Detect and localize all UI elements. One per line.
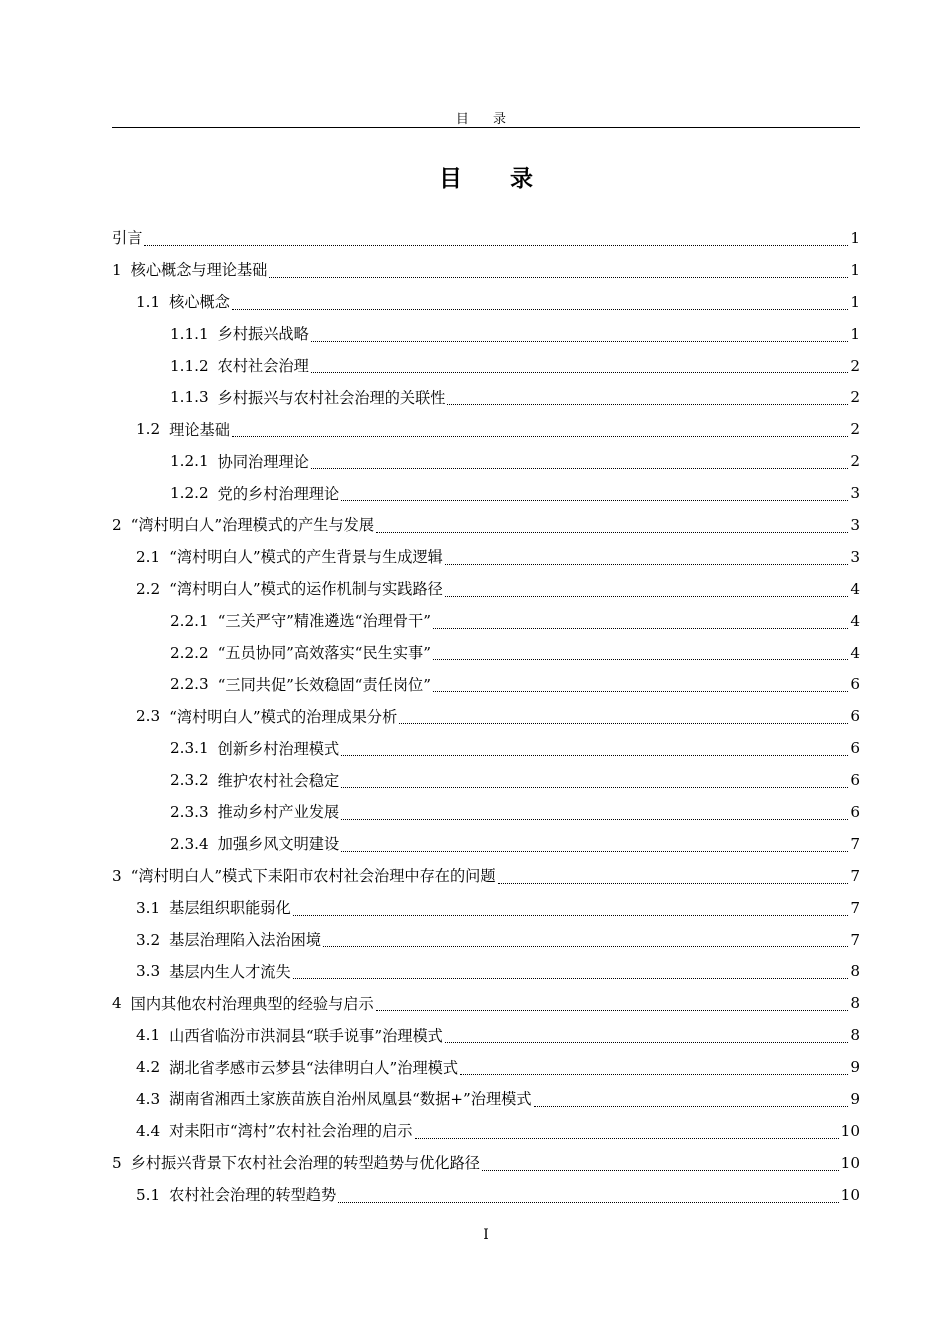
toc-entry[interactable] xyxy=(112,605,860,637)
toc-entry-number: 2 xyxy=(112,515,122,534)
toc-entry[interactable] xyxy=(112,732,860,764)
toc-dot-leader xyxy=(144,244,848,246)
toc-entry-title: “湾村明白人”模式的产生背景与生成逻辑 xyxy=(169,548,443,567)
toc-dot-leader xyxy=(460,1073,848,1075)
toc-dot-leader xyxy=(433,658,848,660)
toc-entry-page: 1 xyxy=(850,228,860,247)
toc-entry[interactable] xyxy=(112,1051,860,1083)
toc-entry-number: 1.1 xyxy=(136,292,161,311)
toc-entry-title: 农村社会治理的转型趋势 xyxy=(169,1186,337,1205)
toc-entry-page: 2 xyxy=(850,388,860,407)
toc-entry[interactable] xyxy=(112,924,860,956)
toc-dot-leader xyxy=(232,435,848,437)
toc-entry-title: 党的乡村治理理论 xyxy=(217,484,340,503)
toc-entry-page: 7 xyxy=(850,898,860,917)
toc-entry[interactable] xyxy=(112,700,860,732)
toc-entry-number: 2.3 xyxy=(136,707,161,726)
toc-dot-leader xyxy=(341,786,848,788)
toc-entry[interactable] xyxy=(112,955,860,987)
toc-entry-page: 1 xyxy=(850,260,860,279)
toc-dot-leader xyxy=(433,627,848,629)
toc-entry-number: 2.3.2 xyxy=(170,771,209,790)
toc-entry[interactable] xyxy=(112,892,860,924)
page-title: 目 录 xyxy=(438,166,553,192)
toc-entry-page: 4 xyxy=(850,643,860,662)
toc-entry-title: 核心概念与理论基础 xyxy=(130,261,268,280)
toc-entry-number: 2.2 xyxy=(136,579,161,598)
toc-entry-page: 6 xyxy=(850,771,860,790)
toc-entry-page: 6 xyxy=(850,802,860,821)
toc-entry[interactable] xyxy=(112,764,860,796)
toc-entry-number: 4.2 xyxy=(136,1058,161,1077)
toc-dot-leader xyxy=(341,754,848,756)
toc-entry[interactable] xyxy=(112,509,860,541)
toc-entry[interactable] xyxy=(112,987,860,1019)
toc-entry-number: 4 xyxy=(112,994,122,1013)
toc-entry-title: 核心概念 xyxy=(169,293,230,312)
toc-dot-leader xyxy=(341,499,848,501)
toc-entry-page: 6 xyxy=(850,707,860,726)
toc-entry-page: 8 xyxy=(850,1026,860,1045)
toc-entry[interactable] xyxy=(112,477,860,509)
toc-entry-title: 推动乡村产业发展 xyxy=(217,803,340,822)
toc-entry-title: “湾村明白人”模式的运作机制与实践路径 xyxy=(169,580,443,599)
toc-entry-title: 理论基础 xyxy=(169,420,230,439)
toc-dot-leader xyxy=(269,276,848,278)
toc-entry-page: 1 xyxy=(850,324,860,343)
toc-entry-number: 3.3 xyxy=(136,962,161,981)
toc-dot-leader xyxy=(293,977,849,979)
toc-entry[interactable] xyxy=(112,254,860,286)
toc-entry[interactable] xyxy=(112,573,860,605)
toc-entry[interactable] xyxy=(112,637,860,669)
toc-entry-number: 1.2.1 xyxy=(170,452,209,471)
toc-entry-title: 乡村振兴战略 xyxy=(217,325,309,344)
toc-entry-number: 2.2.1 xyxy=(170,611,209,630)
toc-entry-page: 8 xyxy=(850,962,860,981)
table-of-contents xyxy=(112,222,860,1211)
toc-entry-page: 6 xyxy=(850,739,860,758)
toc-entry[interactable] xyxy=(112,860,860,892)
toc-dot-leader xyxy=(498,882,849,884)
toc-entry-page: 10 xyxy=(840,1121,860,1140)
toc-entry-number: 3.1 xyxy=(136,898,161,917)
toc-entry-page: 7 xyxy=(850,834,860,853)
toc-entry-title: 维护农村社会稳定 xyxy=(217,771,340,790)
toc-entry-page: 3 xyxy=(850,547,860,566)
toc-entry-number: 5.1 xyxy=(136,1185,161,1204)
toc-entry-page: 4 xyxy=(850,611,860,630)
toc-dot-leader xyxy=(445,595,848,597)
toc-dot-leader xyxy=(433,690,848,692)
toc-entry-title: 加强乡风文明建设 xyxy=(217,835,340,854)
toc-entry-number: 2.3.1 xyxy=(170,739,209,758)
toc-dot-leader xyxy=(376,531,848,533)
toc-entry[interactable] xyxy=(112,445,860,477)
toc-entry-number: 1.1.2 xyxy=(170,356,209,375)
toc-entry-title: 山西省临汾市洪洞县“联手说事”治理模式 xyxy=(169,1026,443,1045)
toc-entry[interactable] xyxy=(112,796,860,828)
toc-dot-leader xyxy=(311,340,849,342)
toc-entry-number: 2.3.4 xyxy=(170,834,209,853)
toc-dot-leader xyxy=(338,1201,838,1203)
toc-dot-leader xyxy=(415,1137,839,1139)
toc-dot-leader xyxy=(341,850,848,852)
toc-entry[interactable] xyxy=(112,1019,860,1051)
toc-entry[interactable] xyxy=(112,222,860,254)
toc-entry[interactable] xyxy=(112,541,860,573)
toc-entry[interactable] xyxy=(112,1083,860,1115)
page-number-footer: I xyxy=(483,1227,489,1243)
toc-entry-title: 基层内生人才流失 xyxy=(169,962,291,981)
toc-dot-leader xyxy=(445,1041,848,1043)
toc-entry-title: 创新乡村治理模式 xyxy=(217,739,340,758)
toc-entry[interactable] xyxy=(112,1147,860,1179)
toc-entry-title: “五员协同”高效落实“民生实事” xyxy=(217,644,431,663)
toc-entry-page: 3 xyxy=(850,484,860,503)
toc-entry[interactable] xyxy=(112,381,860,413)
toc-entry-title: 基层组织职能弱化 xyxy=(169,899,291,918)
toc-dot-leader xyxy=(482,1169,839,1171)
toc-entry-number: 1.1.1 xyxy=(170,324,209,343)
toc-entry-number: 1.1.3 xyxy=(170,388,209,407)
toc-entry-page: 3 xyxy=(850,515,860,534)
toc-entry-number: 2.2.3 xyxy=(170,675,209,694)
toc-dot-leader xyxy=(232,308,848,310)
toc-entry-number: 1.2.2 xyxy=(170,484,209,503)
toc-dot-leader xyxy=(445,563,848,565)
running-header: 目 录 xyxy=(455,112,517,127)
toc-entry-page: 8 xyxy=(850,994,860,1013)
toc-entry-page: 2 xyxy=(850,420,860,439)
toc-entry-page: 9 xyxy=(850,1058,860,1077)
toc-entry[interactable] xyxy=(112,828,860,860)
toc-entry-title: 国内其他农村治理典型的经验与启示 xyxy=(130,994,374,1013)
toc-dot-leader xyxy=(534,1105,849,1107)
toc-entry-title: 乡村振兴背景下农村社会治理的转型趋势与优化路径 xyxy=(130,1154,480,1173)
toc-entry-number: 2.2.2 xyxy=(170,643,209,662)
toc-entry-page: 7 xyxy=(850,930,860,949)
toc-entry-number: 4.3 xyxy=(136,1089,161,1108)
toc-dot-leader xyxy=(311,467,849,469)
toc-entry-title: 基层治理陷入法治困境 xyxy=(169,931,322,950)
toc-entry-title: “三同共促”长效稳固“责任岗位” xyxy=(217,675,431,694)
toc-entry-title: 湖南省湘西土家族苗族自治州凤凰县“数据+”治理模式 xyxy=(169,1090,532,1109)
toc-dot-leader xyxy=(323,945,848,947)
toc-entry-title: “湾村明白人”模式下耒阳市农村社会治理中存在的问题 xyxy=(130,867,496,886)
toc-entry-title: 乡村振兴与农村社会治理的关联性 xyxy=(217,388,446,407)
toc-entry-number: 5 xyxy=(112,1153,122,1172)
toc-dot-leader xyxy=(311,371,849,373)
toc-entry-title: 对耒阳市“湾村”农村社会治理的启示 xyxy=(169,1122,413,1141)
toc-entry-title: “三关严守”精准遴选“治理骨干” xyxy=(217,612,431,631)
toc-entry-page: 9 xyxy=(850,1089,860,1108)
toc-entry-number: 2.3.3 xyxy=(170,802,209,821)
toc-entry-page: 1 xyxy=(850,292,860,311)
toc-entry-title: “湾村明白人”治理模式的产生与发展 xyxy=(130,516,375,535)
toc-entry-number: 3 xyxy=(112,866,122,885)
toc-dot-leader xyxy=(341,818,848,820)
toc-entry-page: 2 xyxy=(850,452,860,471)
toc-entry-number: 3.2 xyxy=(136,930,161,949)
toc-entry-title: 协同治理理论 xyxy=(217,452,309,471)
header-rule xyxy=(112,127,860,128)
toc-entry-title: 湖北省孝感市云梦县“法律明白人”治理模式 xyxy=(169,1058,459,1077)
toc-entry-page: 10 xyxy=(840,1153,860,1172)
toc-entry-page: 10 xyxy=(840,1185,860,1204)
toc-entry[interactable] xyxy=(112,668,860,700)
toc-entry[interactable] xyxy=(112,413,860,445)
toc-entry-number: 4.4 xyxy=(136,1121,161,1140)
toc-dot-leader xyxy=(293,914,849,916)
toc-entry[interactable] xyxy=(112,1179,860,1211)
toc-entry-page: 4 xyxy=(850,579,860,598)
toc-entry-title: 引言 xyxy=(112,229,143,248)
toc-entry[interactable] xyxy=(112,350,860,382)
toc-entry-page: 2 xyxy=(850,356,860,375)
toc-entry[interactable] xyxy=(112,286,860,318)
toc-entry-page: 6 xyxy=(850,675,860,694)
toc-entry-number: 2.1 xyxy=(136,547,161,566)
toc-entry-number: 1 xyxy=(112,260,122,279)
toc-dot-leader xyxy=(376,1009,849,1011)
toc-entry[interactable] xyxy=(112,1115,860,1147)
toc-entry[interactable] xyxy=(112,318,860,350)
toc-dot-leader xyxy=(399,722,848,724)
toc-entry-number: 4.1 xyxy=(136,1026,161,1045)
toc-dot-leader xyxy=(447,403,848,405)
toc-entry-title: 农村社会治理 xyxy=(217,357,309,375)
toc-entry-page: 7 xyxy=(850,866,860,885)
toc-entry-number: 1.2 xyxy=(136,420,161,439)
toc-entry-title: “湾村明白人”模式的治理成果分析 xyxy=(169,707,398,726)
